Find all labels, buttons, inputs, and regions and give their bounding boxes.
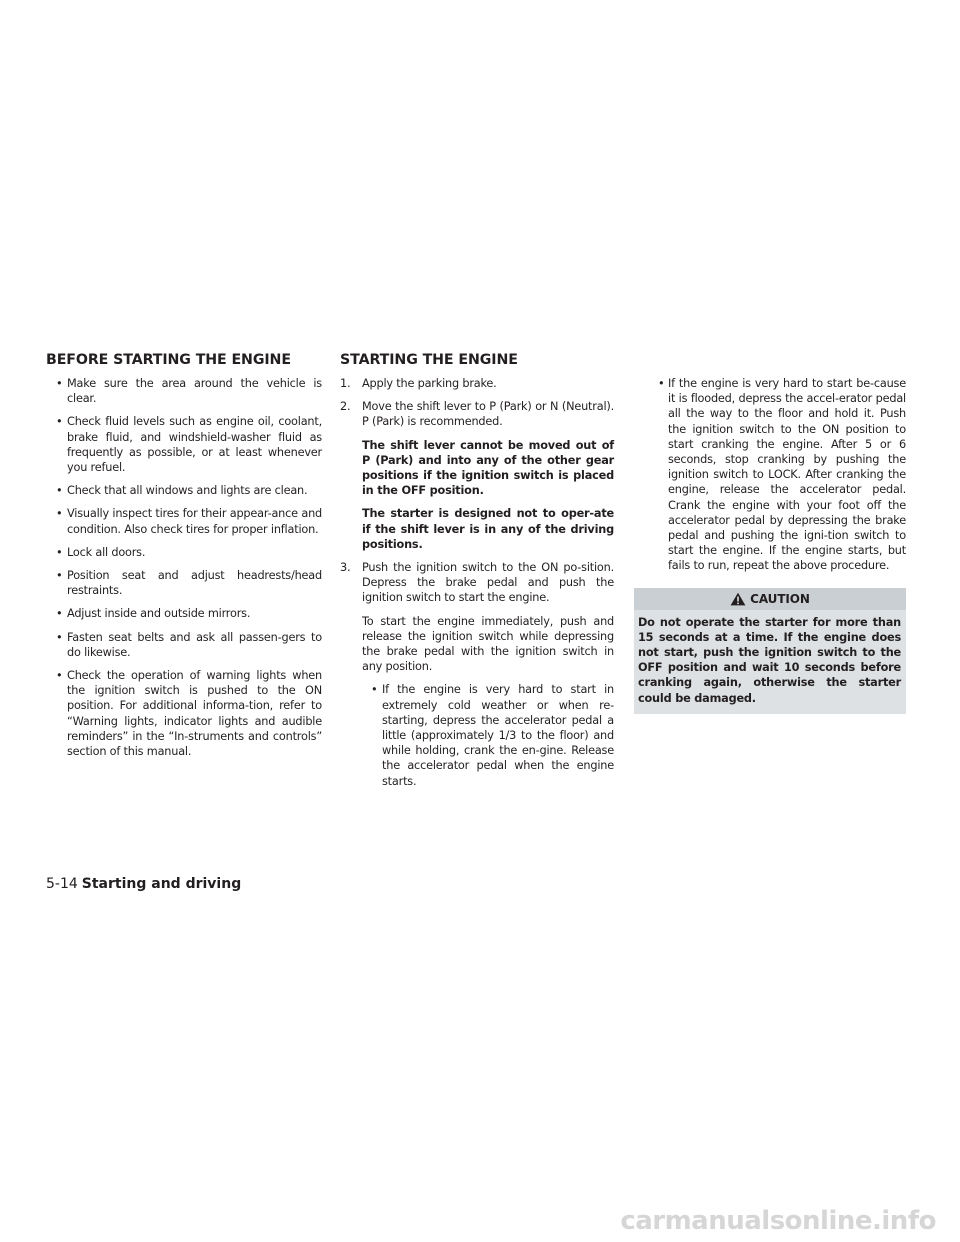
- step-2-note-starter: The starter is designed not to oper-ate if the shift lever is in any of the driving positions.: [362, 507, 614, 551]
- list-item-text: Make sure the area around the vehicle is clear.: [67, 377, 322, 406]
- watermark: carmanualsonline.info: [620, 1206, 936, 1236]
- list-item: [46, 545, 322, 560]
- flooded-engine-list: [634, 376, 906, 574]
- list-item-text: Fasten seat belts and ask all passen-gers to do likewise.: [67, 630, 322, 659]
- list-item: [46, 568, 322, 598]
- list-item: [46, 483, 322, 498]
- before-starting-list: [46, 376, 322, 759]
- starting-engine-heading: STARTING THE ENGINE: [340, 352, 518, 368]
- list-item-text: Check the operation of warning lights when the ignition switch is pushed to the ON position. For additional informa-tion, refer to “Warning lights, indicator lights and audible reminders” in the “In-struments and controls” section of this manual.: [67, 669, 322, 759]
- bullet-mark: •: [56, 669, 63, 683]
- caution-text: Do not operate the starter for more than 15 seconds at a time. If the engine does not start, push the ignition switch to the OFF position and wait 10 seconds before cranking again, otherwise the starter could be damaged.: [638, 615, 901, 705]
- bullet-mark: •: [371, 683, 378, 697]
- list-item: [46, 630, 322, 660]
- list-item-text: Lock all doors.: [67, 545, 146, 559]
- bullet-mark: •: [56, 415, 63, 429]
- list-item-text: Position seat and adjust headrests/head restraints.: [67, 569, 322, 598]
- flooded-engine-item: [634, 376, 906, 574]
- step-2: [340, 399, 614, 429]
- bullet-mark: •: [56, 377, 63, 390]
- list-item: [46, 668, 322, 759]
- list-item-text: Adjust inside and outside mirrors.: [67, 607, 251, 621]
- caution-header: [634, 588, 906, 610]
- list-item: [46, 376, 322, 406]
- list-item-text: Check fluid levels such as engine oil, coolant, brake fluid, and windshield-washer fluid as frequently as possible, or at least whenever you refuel.: [67, 415, 322, 475]
- list-item: [46, 506, 322, 536]
- step-3-detail: To start the engine immediately, push and release the ignition switch while depressing the brake pedal with the ignition switch in any position.: [362, 614, 614, 674]
- bullet-mark: •: [56, 630, 63, 644]
- bullet-mark: •: [56, 484, 63, 498]
- list-item-text: If the engine is very hard to start in extremely cold weather or when re-starting, depress the accelerator pedal a little (approximately 1/3 to the floor) and while holding, crank the en-gine. Release the accelerator pedal when the engine starts.: [382, 683, 614, 788]
- before-starting-heading: BEFORE STARTING THE ENGINE: [46, 352, 291, 368]
- section-name: Starting and driving: [81, 876, 242, 892]
- starting-steps: [340, 376, 614, 789]
- caution-title: CAUTION: [750, 591, 810, 606]
- step-1: [340, 376, 614, 391]
- step-text: Apply the parking brake.: [362, 377, 497, 390]
- step-3: [340, 560, 614, 606]
- step-2-note-shift-lever: The shift lever cannot be moved out of P (Park) and into any of the other gear positions if the ignition switch is placed in the OFF position.: [362, 438, 614, 498]
- warning-triangle-icon: [730, 592, 746, 606]
- step-number: 2.: [340, 400, 351, 414]
- list-item: [46, 606, 322, 621]
- starting-engine-column: [340, 352, 614, 797]
- bullet-mark: •: [56, 545, 63, 559]
- list-item-text: Check that all windows and lights are clean.: [67, 484, 308, 498]
- list-item-text: Visually inspect tires for their appear-ance and condition. Also check tires for proper inflation.: [67, 507, 322, 536]
- cold-weather-item: [340, 682, 614, 788]
- list-item: [46, 414, 322, 475]
- step-number: 3.: [340, 561, 351, 575]
- caution-box: [634, 588, 906, 714]
- step-text: Push the ignition switch to the ON po-sition. Depress the brake pedal and push the ignition switch to start the engine.: [362, 561, 614, 605]
- step-number: 1.: [340, 377, 351, 390]
- bullet-mark: •: [56, 569, 63, 583]
- page-number: 5-14: [46, 876, 78, 892]
- starting-engine-continued-column: [634, 376, 906, 714]
- bullet-mark: •: [658, 377, 665, 390]
- before-starting-column: [46, 352, 322, 767]
- page-footer: [46, 876, 241, 892]
- step-text: Move the shift lever to P (Park) or N (Neutral). P (Park) is recommended.: [362, 400, 614, 429]
- bullet-mark: •: [56, 507, 63, 521]
- list-item-text: If the engine is very hard to start be-cause it is flooded, depress the accel-erator pedal all the way to the floor and hold it. Push the ignition switch to the ON position to start cranking the engine. After 5 or 6 seconds, stop cranking by pushing the ignition switch to LOCK. After cranking the engine, release the accelerator pedal. Crank the engine with your foot off the accelerator pedal by depressing the brake pedal and pushing the igni-tion switch to start the engine. If the engine starts, but fails to run, repeat the above procedure.: [668, 377, 906, 573]
- bullet-mark: •: [56, 607, 63, 621]
